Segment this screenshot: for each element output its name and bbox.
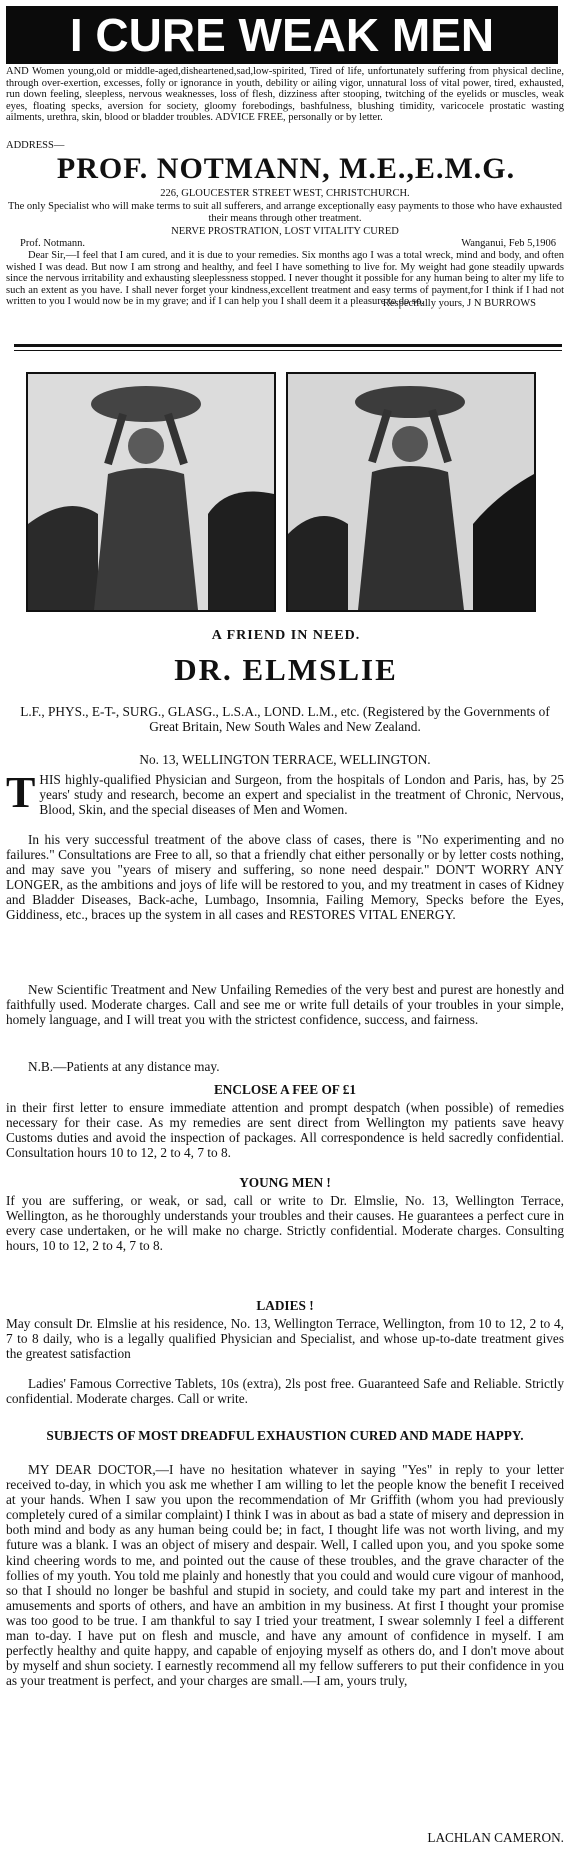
paragraph-8: Ladies' Famous Corrective Tablets, 10s (extra), 2ls post free. Guaranteed Safe and Reliable. Strictly confidential. Moderate charges. Call or write. (6, 1376, 564, 1407)
drop-cap: T (6, 768, 36, 817)
fee-heading: ENCLOSE A FEE OF £1 (213, 1082, 357, 1097)
portrait-image-right (286, 372, 536, 612)
place-date: Wanganui, Feb 5,1906 (461, 238, 556, 249)
qualifications: L.F., PHYS., E-T-, SURG., GLASG., L.S.A., LOND. L.M., etc. (Registered by the Governments of Great Britain, New South Wales and New Zealand. (20, 704, 550, 735)
subjects-heading: SUBJECTS OF MOST DREADFUL EXHAUSTION CURED AND MADE HAPPY. (46, 1428, 524, 1443)
paragraph-1: HIS highly-qualified Physician and Surgeon, from the hospitals of London and Paris, has, by 25 years' study and research, become an expert and specialist in the treatment of Chronic, Nervous, Blood, Skin, and the special diseases of Men and Women. (39, 772, 564, 818)
intro-paragraph: AND Women young,old or middle-aged,disheartened,sad,low-spirited, Tired of life, unfortunately suffering from physical decline, through over-exertion, excesses, folly or ignorance in youth, debility or ailing vigor, unnatural loss of vital power, tired, exhausted, run down feeling, sleepless, nervous weaknesses, loss of flesh, dizziness after stooping, twitching of the eyelids or muscles, weak eyes, floating specks, aversion for society, gloomy forebodings, bashfulness, blushing timidity, varicocele prostatic wasting ailments, urethra, skin, blood or bladder troubles. ADVICE FREE, personally or by letter. (6, 66, 564, 124)
specialist-note: The only Specialist who will make terms to suit all sufferers, and arrange exceptionally easy payments to those who have exhausted their means through other treatment. (7, 201, 563, 224)
doctor-address: No. 13, WELLINGTON TERRACE, WELLINGTON. (139, 752, 431, 767)
letter-header (6, 238, 564, 250)
signature: LACHLAN CAMERON. (427, 1830, 564, 1845)
paragraph-4: N.B.—Patients at any distance may. (28, 1059, 220, 1074)
headline-banner: I CURE WEAK MEN (6, 6, 558, 64)
address-label: ADDRESS— (6, 140, 65, 151)
friend-in-need-title: A FRIEND IN NEED. (211, 628, 361, 643)
paragraph-5: in their first letter to ensure immediate attention and prompt despatch (when possible) of remedies necessary for their case. As my remedies are sent direct from Wellington my patients save heavy Customs duties and avoid the inspection of packages. All correspondence is held sacredly confidential. Consultation hours 10 to 12, 2 to 4, 7 to 8. (6, 1100, 564, 1161)
professor-name: PROF. NOTMANN, M.E.,E.M.G. (56, 152, 516, 185)
testimonial-heading: NERVE PROSTRATION, LOST VITALITY CURED (171, 226, 399, 237)
doctor-name: DR. ELMSLIE (174, 652, 398, 687)
paragraph-6: If you are suffering, or weak, or sad, call or write to Dr. Elmslie, No. 13, Wellington Terrace, Wellington, as he thoroughly understands your troubles and their causes. He guarantees a perfect cure in every case undertaken, or he will make no charge. Strictly confidential. Moderate charges. Consulting hours, 10 to 12, 2 to 4, 7 to 8. (6, 1193, 564, 1254)
ladies-heading: LADIES ! (256, 1298, 314, 1313)
testimonial-letter: Dear Sir,—I feel that I am cured, and it is due to your remedies. Six months ago I was a total wreck, mind and body, and often wished I was dead. But now I am strong and healthy, and feel I have something to live for. My weight had gone steadily upwards since the nervous irritability and exhausting sleeplessness stopped. I never thought it possible for any human being to alter my life to such an extent as you have. I shall never forget your kindness,excellent treatment and easy terms of payment,for I think if I had not written to you I would now be in my grave; and if I can help you I shall deem it a pleasure to do so. (6, 250, 564, 308)
paragraph-7: May consult Dr. Elmslie at his residence, No. 13, Wellington Terrace, Wellington, from 10 to 12, 2 to 4, 7 to 8 daily, who is a legally qualified Physician and Specialist, and whose up-to-date treatment gives the greatest satisfaction (6, 1316, 564, 1362)
testimonial-letter-2: MY DEAR DOCTOR,—I have no hesitation whatever in saying "Yes" in reply to your letter received to-day, in which you ask me whether I am willing to let the people know the benefit I received at your hands. When I saw you upon the recommendation of Mr Griffith (whom you had previously completely cured of a similar complaint) I think I was in about as bad a state of misery and depression in both mind and body as any human being could be; in fact, I thought life was not worth living, and my future was a blank. I was an object of misery and despair. Well, I called upon you, and you spoke some kind cheering words to me, and pointed out the cause of these troubles, and the grave character of the follies of my youth. You told me plainly and honestly that you could and would cure vigour of manhood, so that I should no longer be bashful and stupid in society, and could take my part and interest in the amusements and sports of others, and have an ambition in my business. At first I thought your promise was too good to be true. I am thankful to say I tried your treatment, I swear solemnly I feel a different man to-day. I have put on flesh and muscle, and have any amount of confidence in myself. I am perfectly healthy and quite happy, and capable of enjoying myself as others do, and I don't move about by myself and shun society. I earnestly recommend all my fellow sufferers to put their confidence in you as your treatment is perfect, and your charges are small.—I am, yours truly, (6, 1462, 564, 1689)
separator-rule-thin (14, 350, 562, 351)
street-address: 226, GLOUCESTER STREET WEST, CHRISTCHURCH. (160, 188, 410, 199)
young-men-heading: YOUNG MEN ! (239, 1175, 331, 1190)
addressee: Prof. Notmann. (20, 238, 86, 249)
paragraph-3: New Scientific Treatment and New Unfailing Remedies of the very best and purest are honestly and faithfully used. Moderate charges. Call and see me or write full details of your troubles in your simple, homely language, and I will treat you with the strictest confidence, success, and fairness. (6, 982, 564, 1028)
testimonial-closing: Respectfully yours, J N BURROWS (382, 298, 536, 309)
separator-rule (14, 344, 562, 347)
intro-block (6, 768, 564, 818)
portrait-image-left (26, 372, 276, 612)
paragraph-2: In his very successful treatment of the above class of cases, there is "No experimenting and no failures." Consultations are Free to all, so that a friendly chat either personally or by letter costs nothing, and may save you "years of misery and suffering, so none need despair." DON'T WORRY ANY LONGER, as the ambitions and joys of life will be restored to you, and my treatment in cases of Kidney and Bladder Diseases, Back-ache, Lumbago, Insomnia, Failing Memory, Specks before the Eyes, Giddiness, etc., braces up the system in all cases and RESTORES VITAL ENERGY. (6, 832, 564, 923)
